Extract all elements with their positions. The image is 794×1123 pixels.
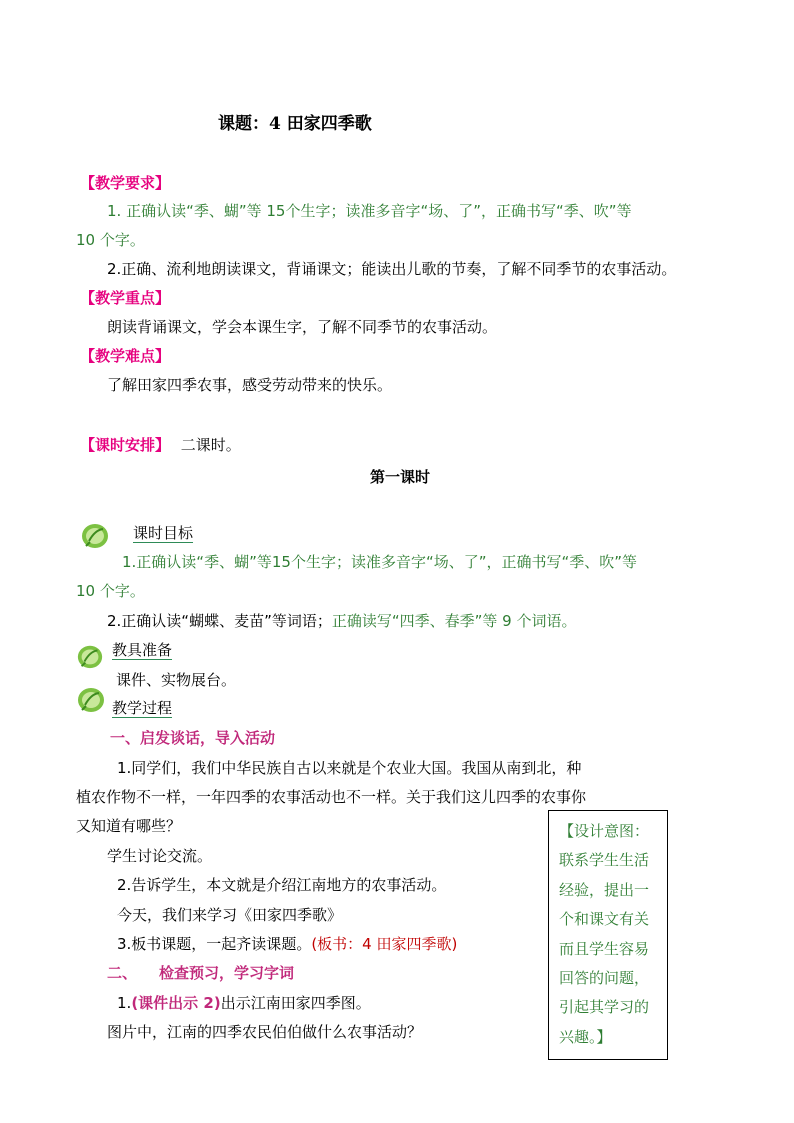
schedule-tag: 【课时安排】 — [80, 436, 171, 454]
process-p1-line3: 又知道有哪些？ — [76, 817, 182, 835]
leaf-bubble-icon — [76, 642, 104, 670]
process-label: 教学过程 — [112, 699, 173, 717]
process-p1-line2: 植农作物不一样，一年四季的农事活动也不一样。关于我们这儿四季的农事你 — [76, 788, 587, 806]
difficulties-tag: 【教学难点】 — [80, 347, 171, 365]
design-note-line: 回答的问题， — [559, 969, 650, 988]
process-question: 图片中，江南的四季农民伯伯做什么农事活动？ — [107, 1023, 423, 1041]
design-note-box — [548, 810, 668, 1060]
process-p3-a: 3.板书课题，一起齐读课题。 — [117, 935, 312, 953]
key-points-text: 朗读背诵课文，学会本课生字，了解不同季节的农事活动。 — [107, 318, 498, 336]
design-note-line: 引起其学习的 — [559, 998, 650, 1017]
leaf-bubble-icon — [80, 520, 110, 550]
process-p3-b: (板书：4 田家四季歌) — [311, 935, 458, 953]
design-note-line: 兴趣。】 — [559, 1027, 612, 1046]
process-discuss: 学生讨论交流。 — [107, 847, 213, 865]
section2-text: 检查预习，学习字词 — [159, 964, 295, 982]
section2-heading — [107, 962, 294, 984]
page-title: 课题：4 田家四季歌 — [218, 114, 372, 134]
tools-label: 教具准备 — [112, 641, 173, 659]
design-note-line: 个和课文有关 — [559, 910, 650, 929]
design-note-line: 而且学生容易 — [559, 939, 650, 958]
process-today: 今天，我们来学习《田家四季歌》 — [117, 906, 343, 924]
section2-num: 二、 — [107, 964, 138, 982]
design-note-line: 经验，提出一 — [559, 880, 650, 899]
leaf-bubble-icon — [76, 684, 106, 714]
requirements-tag: 【教学要求】 — [80, 174, 171, 192]
process-p2: 2.告诉学生，本文就是介绍江南地方的农事活动。 — [117, 876, 447, 894]
requirements-item1-line2: 10 个字。 — [76, 231, 145, 249]
design-note-line: 联系学生生活 — [559, 851, 650, 870]
objectives-item1-line2: 10 个字。 — [76, 582, 145, 600]
schedule-line — [80, 434, 241, 456]
objectives-label: 课时目标 — [133, 524, 194, 542]
process-p4-c: 出示江南田家四季图。 — [220, 994, 371, 1012]
lesson-heading: 第一课时 — [370, 468, 431, 486]
process-p4 — [117, 992, 371, 1014]
process-p4-b: (课件出示 2) — [131, 994, 221, 1012]
tools-text: 课件、实物展台。 — [116, 671, 237, 689]
objectives-item2 — [107, 610, 576, 632]
objectives-item1-line1: 1.正确认读“季、蝴”等15个生字；读准多音字“场、了”，正确书写“季、吹”等 — [122, 553, 638, 571]
process-p1-line1: 1.同学们，我们中华民族自古以来就是个农业大国。我国从南到北，种 — [117, 759, 582, 777]
process-p4-a: 1. — [117, 994, 132, 1012]
design-note-line: 【设计意图： — [559, 822, 650, 840]
process-p3 — [117, 933, 457, 955]
key-points-tag: 【教学重点】 — [80, 289, 171, 307]
section1-heading: 一、启发谈话，导入活动 — [110, 729, 276, 747]
requirements-item1-line1: 1. 正确认读“季、蝴”等 15个生字；读准多音字“场、了”，正确书写“季、吹”等 — [107, 202, 632, 220]
difficulties-text: 了解田家四季农事，感受劳动带来的快乐。 — [107, 376, 393, 394]
objectives-item2-a: 2.正确认读“蝴蝶、麦苗”等词语； — [107, 612, 332, 630]
schedule-text: 二课时。 — [180, 436, 241, 454]
objectives-item2-b: 正确读写“四季、春季”等 9 个词语。 — [331, 612, 577, 630]
requirements-item2: 2.正确、流利地朗读课文，背诵课文；能读出儿歌的节奏，了解不同季节的农事活动。 — [107, 260, 677, 278]
